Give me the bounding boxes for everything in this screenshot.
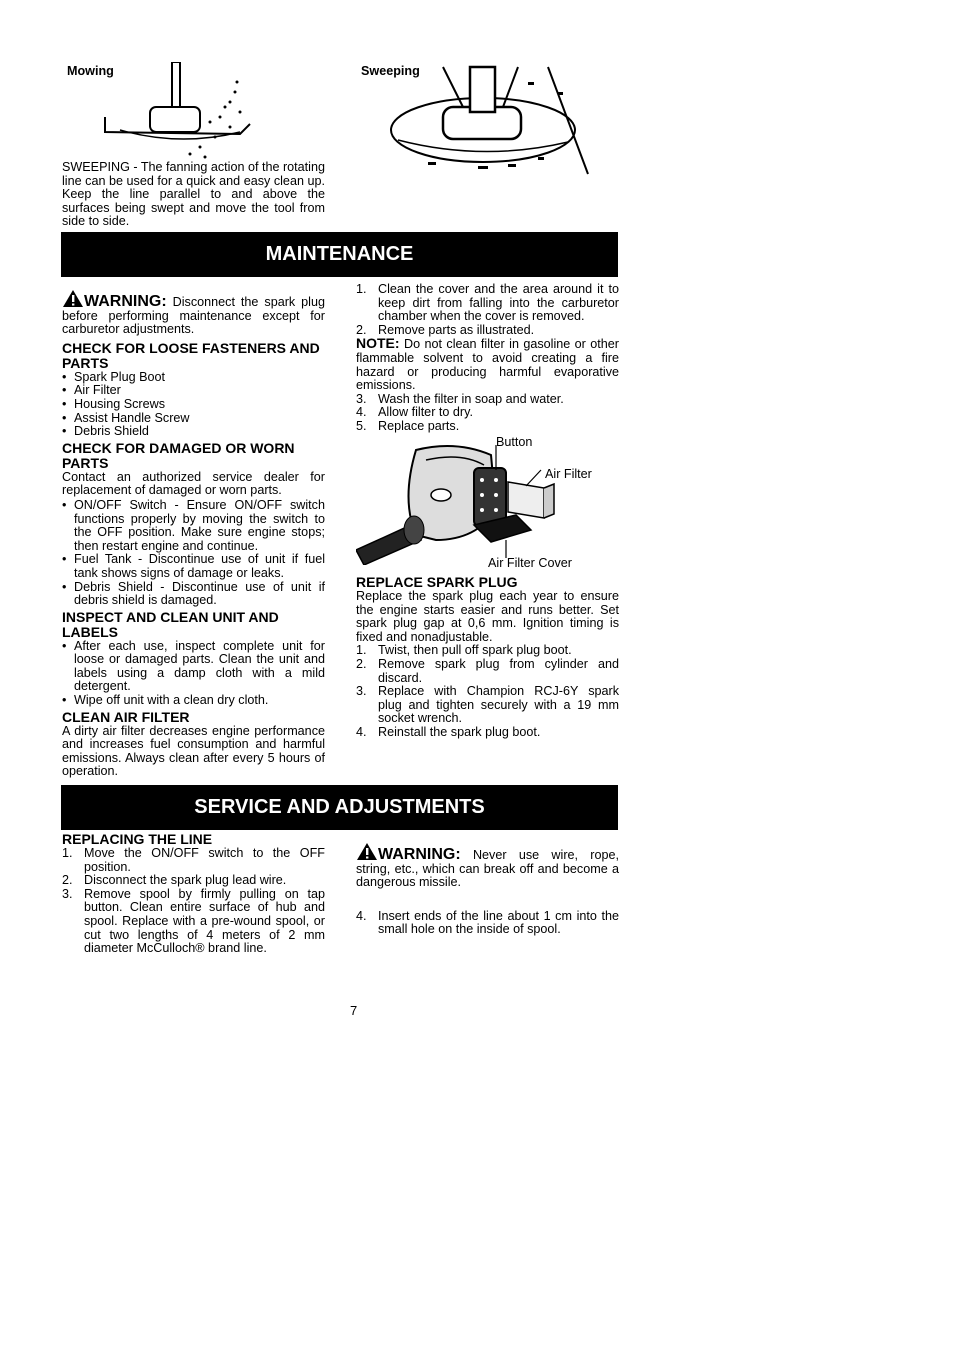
warning-text: Disconnect the spark plug before performing maintenance except for carburetor adjustments. (62, 295, 325, 337)
air-filter-illustration (356, 440, 571, 565)
warning-label: WARNING: (378, 846, 461, 863)
spark-plug-text: Replace the spark plug each year to ensure the engine starts easier and runs better. Set spark plug gap at 0,6 mm. Ignition timing is fixed and nonadjustable. (356, 589, 619, 644)
fig-label-button: Button (496, 435, 533, 449)
list-item: • Debris Shield (62, 425, 325, 439)
clean-air-filter-heading: CLEAN AIR FILTER (62, 708, 190, 725)
service-banner: SERVICE AND ADJUSTMENTS (61, 785, 618, 830)
spark-plug-heading: REPLACE SPARK PLUG (356, 574, 518, 590)
sweeping-illustration (388, 62, 593, 177)
warning-icon (356, 842, 378, 861)
spark-plug-steps (356, 644, 619, 739)
list-item: 2. Remove spark plug from cylinder and discard. (356, 656, 619, 685)
list-item: • After each use, inspect complete unit for loose or damaged parts. Clean the unit and labels using a damp cloth with a mild detergent. (62, 640, 325, 694)
clean-air-filter-text: A dirty air filter decreases engine performance and increases fuel consumption and harmful emissions. Always clean after every 5 hours of operation. (62, 723, 325, 779)
maintenance-left-column (62, 289, 325, 779)
list-item: 5. Replace parts. (356, 418, 460, 433)
list-item: • Spark Plug Boot (62, 371, 325, 385)
mowing-label: Mowing (67, 64, 114, 78)
loose-fasteners-heading: CHECK FOR LOOSE FASTENERS AND PARTS (62, 339, 320, 371)
maintenance-banner: MAINTENANCE (61, 232, 618, 277)
list-item: • Wipe off unit with a clean dry cloth. (62, 694, 325, 708)
mowing-illustration (100, 62, 260, 162)
list-item: • Debris Shield - Discontinue use of unit if debris shield is damaged. (62, 581, 325, 608)
warning-label: WARNING: (84, 293, 167, 310)
list-item: 3. Wash the filter in soap and water. (356, 391, 564, 406)
replacing-line-heading: REPLACING THE LINE (62, 831, 213, 847)
list-item: • Assist Handle Screw (62, 412, 325, 426)
list-item: 2. Remove parts as illustrated. (356, 322, 535, 337)
fig-label-air-filter: Air Filter (545, 467, 592, 481)
sweeping-paragraph: SWEEPING - The fanning action of the rotating line can be used for a quick and easy clean up. Keep the line parallel to and above the surfaces being swept and move the tool from side to side. (62, 160, 325, 229)
note-text: Do not clean filter in gasoline or other flammable solvent to avoid creating a fire hazard or producing harmful evaporative emissions. (356, 337, 619, 393)
list-item: • Housing Screws (62, 398, 325, 412)
warning-icon (62, 289, 84, 308)
replacing-line-steps (62, 847, 325, 956)
replacing-line-step-4 (356, 910, 619, 937)
list-item: 2. Disconnect the spark plug lead wire. (62, 873, 287, 888)
damaged-parts-heading: CHECK FOR DAMAGED OR WORN PARTS (62, 439, 295, 471)
air-filter-steps-a (356, 283, 619, 337)
warning-text: Never use wire, rope, string, etc., which can break off and become a dangerous missile. (356, 848, 619, 890)
maintenance-warning (62, 289, 325, 337)
damaged-parts-list (62, 499, 325, 608)
inspect-clean-list (62, 640, 325, 708)
fig-label-air-filter-cover: Air Filter Cover (488, 556, 572, 570)
service-right-column (356, 842, 619, 937)
inspect-clean-heading: INSPECT AND CLEAN UNIT AND LABELS (62, 608, 279, 640)
list-item: • Fuel Tank - Discontinue use of unit if fuel tank shows signs of damage or leaks. (62, 553, 325, 580)
sweeping-label: Sweeping (361, 64, 420, 78)
list-item: 4. Insert ends of the line about 1 cm into the small hole on the inside of spool. (356, 908, 619, 937)
note-label: NOTE: (356, 335, 400, 352)
service-warning (356, 842, 619, 890)
note-paragraph (356, 337, 619, 392)
list-item: 1. Clean the cover and the area around it to keep dirt from falling into the carburetor chamber when the cover is removed. (356, 282, 619, 324)
service-left-column (62, 832, 325, 956)
air-filter-steps-b (356, 393, 619, 434)
list-item: 1. Twist, then pull off spark plug boot. (356, 643, 572, 658)
page-number: 7 (350, 1003, 358, 1018)
list-item: 4. Allow filter to dry. (356, 405, 473, 420)
list-item: • ON/OFF Switch - Ensure ON/OFF switch functions properly by moving the switch to the OFF position. Make sure engine stops; then restart engine and continue. (62, 499, 325, 553)
list-item: 4. Reinstall the spark plug boot. (356, 724, 541, 739)
loose-fasteners-list (62, 371, 325, 439)
list-item: 3. Replace with Champion RCJ-6Y spark plug and tighten securely with a 19 mm socket wrench. (356, 684, 619, 726)
damaged-parts-intro: Contact an authorized service dealer for replacement of damaged or worn parts. (62, 469, 325, 498)
maintenance-right-column (356, 283, 619, 434)
list-item: • Air Filter (62, 384, 325, 398)
spark-plug-section (356, 575, 619, 740)
list-item: 3. Remove spool by firmly pulling on tap button. Clean entire surface of hub and spool. Replace with a pre-wound spool, or cut two lengths of 4 meters of 2 mm diameter McCulloch® brand line. (62, 886, 325, 956)
list-item: 1. Move the ON/OFF switch to the OFF position. (62, 846, 325, 874)
